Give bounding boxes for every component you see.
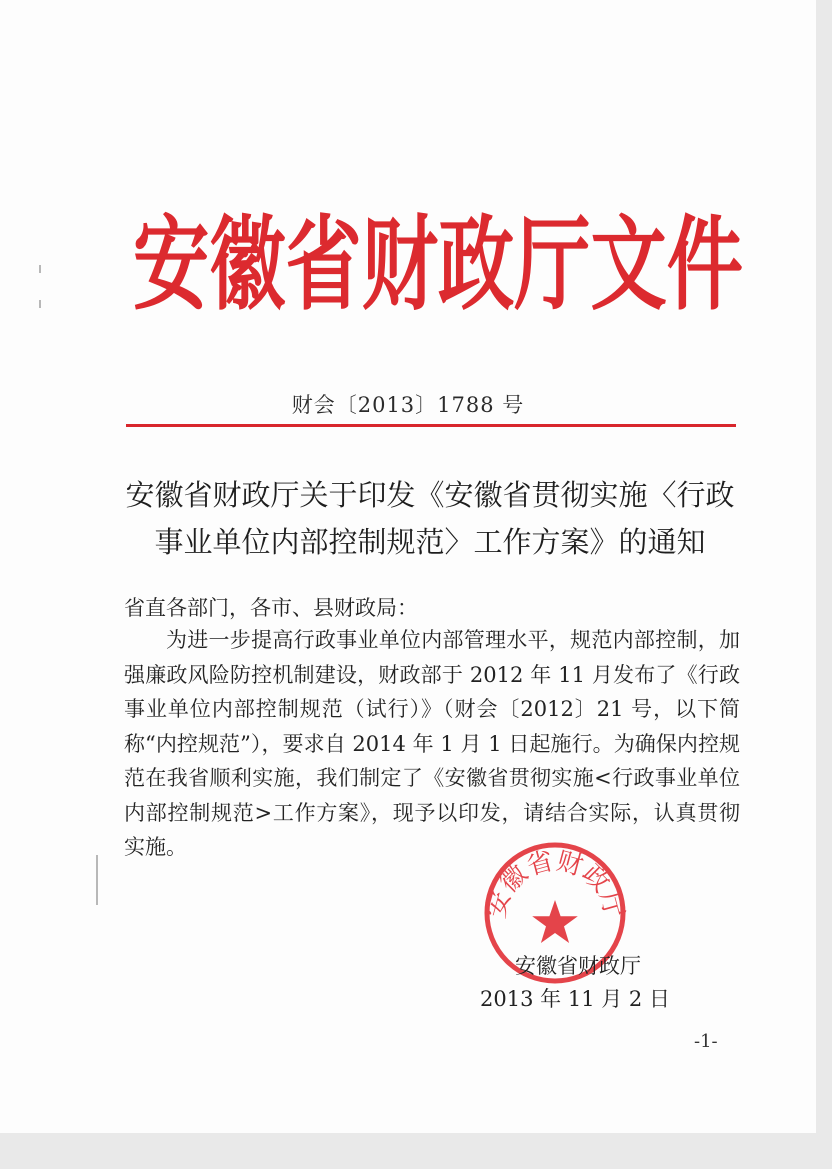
- page-number: -1-: [694, 1031, 718, 1052]
- seal-star-icon: [532, 900, 578, 943]
- scan-artifact: [39, 265, 41, 273]
- notice-title: [110, 472, 750, 566]
- masthead: [118, 188, 758, 328]
- signature-date: 2013 年 11 月 2 日: [480, 987, 670, 1011]
- signature-organization: 安徽省财政厅: [515, 954, 641, 978]
- seal-text: 安徽省财政厅: [481, 846, 629, 922]
- masthead-title: 安徽省财政厅文件: [133, 206, 743, 325]
- notice-title-line-1: 安徽省财政厅关于印发《安徽省贯彻实施〈行政: [125, 478, 735, 512]
- red-divider: [126, 424, 736, 427]
- salutation: 省直各部门，各市、县财政局：: [124, 596, 418, 620]
- scan-artifact: [39, 300, 41, 308]
- scan-artifact: [96, 855, 98, 905]
- notice-title-line-2: 事业单位内部控制规范〉工作方案》的通知: [154, 525, 706, 559]
- body-paragraph: 为进一步提高行政事业单位内部管理水平，规范内部控制，加强廉政风险防控机制建设，财政部于 2012 年 11 月发布了《行政事业单位内部控制规范（试行）》（财会〔2012〕21 号，以下简称“内控规范”），要求自 2014 年 1 月 1 日起施行。为确保内控规范在我省顺利实施，我们制定了《安徽省贯彻实施<行政事业单位内部控制规范>工作方案》，现予以印发，请结合实际，认真贯彻实施。: [124, 628, 740, 859]
- document-number: 财会〔2013〕1788 号: [291, 393, 525, 417]
